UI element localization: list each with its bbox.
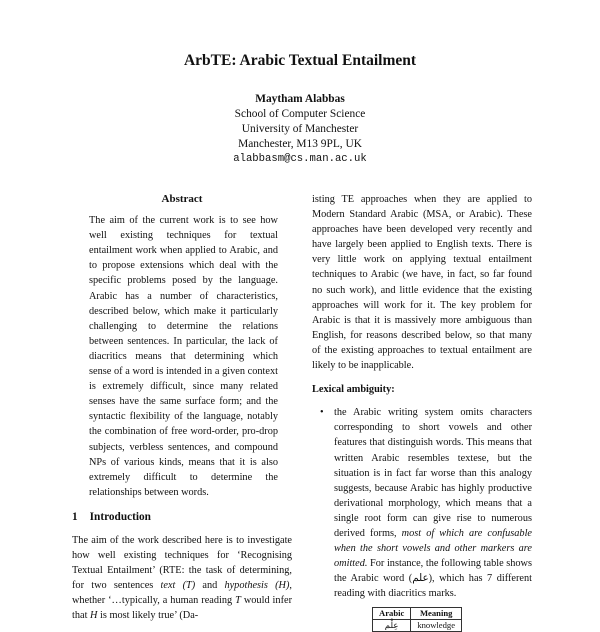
- section-title: Introduction: [89, 510, 151, 523]
- intro-text-1: The aim of the work described here is to investigate how well existing techniques for ‘Recognising Textual Entailment’ (RTE: the task of determining, for two sentences: [72, 534, 292, 592]
- right-column: [312, 192, 532, 632]
- section-number: 1: [72, 510, 78, 523]
- table-cell-meaning: knowledge: [411, 620, 462, 632]
- right-paragraph: isting TE approaches when they are applied to Modern Standard Arabic (MSA, or Arabic). These approaches have been developed very recently and have largely been applied to English texts. There is very little work on applying textual entailment techniques to Arabic (we have, in fact, so far found no such work), and little evidence that the existing approaches will work for it. The key problem for Arabic is that it is massively more ambiguous than English, for reasons described below, so that many of the existing approaches to textual entailment are likely to be inapplicable.: [312, 194, 532, 372]
- bullet-text-3: ), which has 7 different reading with diacritics marks.: [334, 573, 532, 600]
- bullet-text-2: For instance, the following table shows the Arabic word (: [334, 558, 532, 585]
- intro-paragraph: [72, 533, 292, 624]
- author-address: Manchester, M13 9PL, UK: [238, 138, 362, 150]
- author-affiliation-school: School of Computer Science: [234, 108, 366, 120]
- arabic-meaning-table: [372, 607, 462, 632]
- intro-text-5: is most likely true’ (Da-: [97, 610, 199, 622]
- intro-t-var: T: [235, 595, 241, 607]
- intro-hypothesis-label: hypothesis (H): [224, 580, 290, 592]
- table-header-arabic: Arabic: [373, 608, 411, 620]
- table-row: [373, 620, 462, 632]
- author-affiliation-university: University of Manchester: [241, 123, 359, 135]
- left-column: [72, 192, 292, 624]
- bullet-italic-text: most of which are confusable when the short vowels and other markers are omitted.: [334, 527, 533, 570]
- intro-text-4: would infer that: [72, 595, 292, 622]
- abstract-text: The aim of the current work is to see how well existing techniques for textual entailment work when applied to Arabic, and to propose extensions which deal with the specific problems posed by the language. Arabic has a number of characteristics, described below, which make it particularly challenging to determine the relations between sentences. In particular, the lack of diacritics means that determining which sense of a word is intended in a given context is extremely difficult, since many related senses have the same surface form; and the syntactic flexibility of the language, notably the combination of free word-order, pro-drop subjects, verbless sentences, and compound NPs of various kinds, means that it is also extremely difficult to determine the relationships between words.: [89, 215, 278, 498]
- author-block: [0, 92, 600, 167]
- table-header-meaning: Meaning: [411, 608, 462, 620]
- bullet-dot: •: [320, 407, 324, 419]
- intro-text-2: and: [195, 580, 225, 592]
- lexical-ambiguity-heading: Lexical ambiguity:: [312, 384, 395, 396]
- author-name: Maytham Alabbas: [255, 93, 345, 105]
- table-cell-arabic: عِلْم: [373, 620, 411, 632]
- bullet-item: [312, 405, 532, 601]
- author-email: alabbasm@cs.man.ac.uk: [233, 153, 367, 165]
- intro-text-label: text (T): [160, 580, 196, 592]
- bullet-text-1: the Arabic writing system omits characters corresponding to short vowels and other features that distinguish words. This means that written Arabic resembles textese, but the situation is in fact far worse than this analogy suggests, because Arabic has highly productive derivational morphology, which means that a single root form can give rise to numerous derived forms,: [334, 407, 532, 539]
- abstract-heading: Abstract: [161, 193, 203, 205]
- intro-text-3: , whether ‘…typically, a human reading: [72, 580, 292, 607]
- section-heading-introduction: [72, 510, 292, 525]
- arabic-word: علم: [412, 573, 429, 585]
- intro-h-var: H: [90, 610, 98, 622]
- paper-title: ArbTE: Arabic Textual Entailment: [183, 52, 417, 69]
